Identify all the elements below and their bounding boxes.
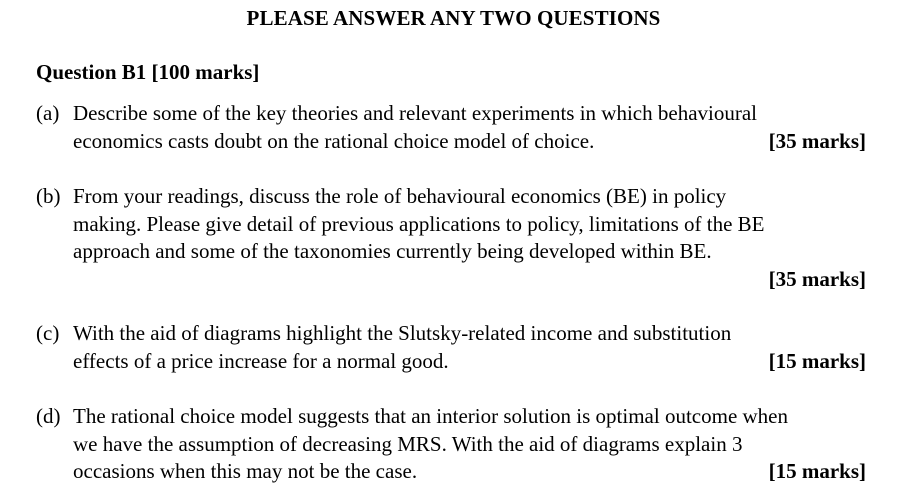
part-a-line-2	[36, 128, 896, 156]
question-heading: Question B1 [100 marks]	[36, 60, 260, 84]
question-part-a	[36, 100, 896, 155]
part-c-marks: [15 marks]	[768, 348, 866, 373]
question-part-b	[36, 183, 896, 293]
part-d-marks: [15 marks]	[768, 459, 866, 483]
part-b-text-2: making. Please give detail of previous applications to policy, limitations of the BE	[73, 211, 765, 236]
part-d-text-2: we have the assumption of decreasing MRS. With the aid of diagrams explain 3	[73, 431, 743, 456]
part-a-marks: [35 marks]	[768, 128, 866, 153]
part-d-text-1: The rational choice model suggests that an interior solution is optimal outcome when	[73, 404, 789, 428]
part-b-marks: [35 marks]	[768, 266, 866, 291]
part-b-text-1: From your readings, discuss the role of behavioural economics (BE) in policy	[73, 184, 727, 208]
part-a-text-1: Describe some of the key theories and relevant experiments in which behavioural	[73, 101, 758, 125]
part-b-line-3	[36, 238, 896, 266]
part-a-line-1	[36, 100, 896, 128]
page-title: PLEASE ANSWER ANY TWO QUESTIONS	[246, 6, 661, 30]
part-c-text-2: effects of a price increase for a normal good.	[73, 348, 449, 373]
part-b-line-1	[36, 183, 896, 211]
part-c-label: (c)	[36, 321, 60, 345]
part-b-line-2	[36, 211, 896, 239]
part-d-text-3: occasions when this may not be the case.	[73, 459, 418, 483]
part-d-line-2	[36, 431, 896, 459]
part-b-line-4	[36, 266, 896, 294]
part-c-text-1: With the aid of diagrams highlight the Slutsky-related income and substitution	[73, 321, 732, 345]
part-d-label: (d)	[36, 404, 61, 428]
part-c-line-1	[36, 320, 896, 348]
part-a-text-2: economics casts doubt on the rational choice model of choice.	[73, 128, 595, 153]
question-part-c	[36, 320, 896, 375]
part-b-text-3: approach and some of the taxonomies currently being developed within BE.	[73, 239, 712, 263]
part-d-line-3	[36, 458, 896, 486]
part-d-line-1	[36, 403, 896, 431]
part-c-line-2	[36, 348, 896, 376]
part-b-label: (b)	[36, 184, 61, 208]
part-a-label: (a)	[36, 101, 60, 125]
question-part-d	[36, 403, 896, 486]
